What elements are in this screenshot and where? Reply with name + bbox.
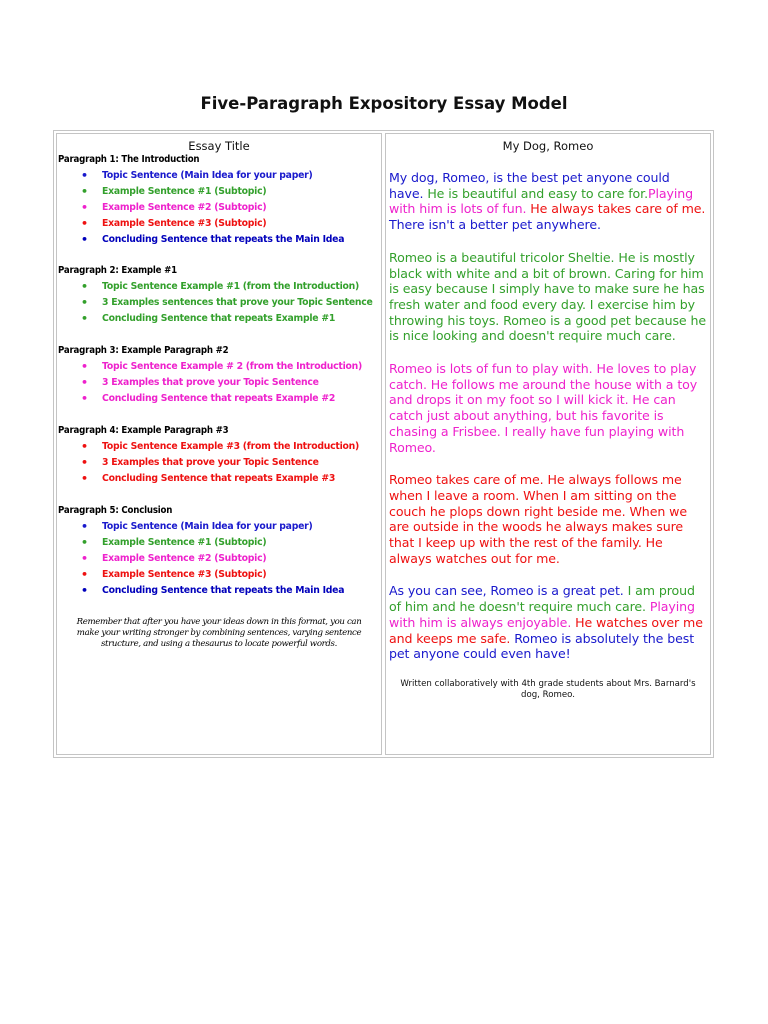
section-items bbox=[57, 169, 381, 246]
essay-sentence: I am proud of him and he doesn't require much care. bbox=[389, 583, 695, 615]
outline-item-text: Example Sentence #1 (Subtopic) bbox=[102, 537, 267, 548]
bullet-icon: • bbox=[81, 201, 88, 214]
essay-paragraph bbox=[386, 583, 710, 662]
outline-section bbox=[57, 425, 381, 485]
credit-line: Written collaboratively with 4th grade students about Mrs. Barnard's dog, Romeo. bbox=[400, 678, 696, 700]
outline-item-text: Concluding Sentence that repeats the Main Idea bbox=[102, 585, 345, 596]
section-title: Paragraph 5: Conclusion bbox=[58, 505, 173, 516]
outline-item-text: 3 Examples that prove your Topic Sentence bbox=[102, 377, 319, 388]
outline-item bbox=[57, 169, 381, 182]
outline-item bbox=[57, 536, 381, 549]
outline-item-text: 3 Examples that prove your Topic Sentence bbox=[102, 457, 319, 468]
outline-item-text: Topic Sentence Example # 2 (from the Introduction) bbox=[102, 361, 363, 372]
essay-sentence: Romeo is a beautiful tricolor Sheltie. He is mostly black with white and a bit of brown. Caring for him is easy because I simply have to make sure he has fresh water and food every day. I exercise him by throwing his toys. Romeo is a good pet because he is nice looking and doesn't require much care. bbox=[389, 249, 707, 344]
essay-sentence: He is beautiful and easy to care for. bbox=[427, 185, 648, 201]
essay-paragraph bbox=[386, 170, 710, 233]
outline-item-text: Example Sentence #3 (Subtopic) bbox=[102, 569, 267, 580]
outline-item bbox=[57, 552, 381, 565]
bullet-icon: • bbox=[81, 520, 88, 533]
outline-item bbox=[57, 472, 381, 485]
essay-sentence: Romeo is lots of fun to play with. He loves to play catch. He follows me around the house with a toy and drops it on my foot so I will kick it. He can catch just about anything, but his favorite is chasing a Frisbee. I really have fun playing with Romeo. bbox=[389, 361, 698, 455]
bullet-icon: • bbox=[81, 536, 88, 549]
essay-sentence: My dog, Romeo, is the best pet anyone could have. bbox=[389, 170, 670, 201]
page-title: Five-Paragraph Expository Essay Model bbox=[200, 94, 568, 113]
bullet-icon: • bbox=[81, 185, 88, 198]
bullet-icon: • bbox=[81, 456, 88, 469]
outline-item-text: 3 Examples sentences that prove your Topic Sentence bbox=[102, 297, 373, 308]
bullet-icon: • bbox=[81, 584, 88, 597]
essay-sentence: There isn't a better pet anywhere. bbox=[389, 217, 601, 233]
section-items bbox=[57, 520, 381, 597]
outline-item bbox=[57, 584, 381, 597]
outline-item-text: Concluding Sentence that repeats Example #2 bbox=[102, 393, 336, 404]
outline-item bbox=[57, 312, 381, 325]
outline-item-text: Example Sentence #1 (Subtopic) bbox=[102, 186, 267, 197]
outline-item bbox=[57, 296, 381, 309]
outline-item bbox=[57, 440, 381, 453]
section-items bbox=[57, 440, 381, 485]
bullet-icon: • bbox=[81, 296, 88, 309]
essay-sentence: As you can see, Romeo is a great pet. bbox=[389, 583, 628, 599]
essay-header: My Dog, Romeo bbox=[502, 139, 594, 153]
essay-sentence: He watches over me and keeps me safe. bbox=[389, 614, 703, 646]
essay-column bbox=[385, 133, 711, 755]
outline-item bbox=[57, 360, 381, 373]
essay-paragraphs bbox=[386, 170, 710, 662]
bullet-icon: • bbox=[81, 392, 88, 405]
bullet-icon: • bbox=[81, 360, 88, 373]
essay-sentence: He always takes care of me. bbox=[530, 201, 706, 217]
section-title: Paragraph 2: Example #1 bbox=[58, 265, 177, 276]
outline-column bbox=[56, 133, 382, 755]
outline-item-text: Concluding Sentence that repeats Example #3 bbox=[102, 473, 336, 484]
outline-item-text: Topic Sentence (Main Idea for your paper) bbox=[102, 521, 313, 532]
bullet-icon: • bbox=[81, 440, 88, 453]
outline-item bbox=[57, 280, 381, 293]
revision-note: Remember that after you have your ideas down in this format, you can make your writing stronger by combining sentences, varying sentence structure, and using a thesaurus to locate powerful words. bbox=[76, 617, 362, 649]
outline-item bbox=[57, 376, 381, 389]
outline-item-text: Topic Sentence Example #3 (from the Introduction) bbox=[102, 441, 360, 452]
section-title: Paragraph 1: The Introduction bbox=[58, 154, 200, 165]
essay-sentence: Romeo takes care of me. He always follows me when I leave a room. When I am sitting on the couch he plops down right beside me. When we are outside in the woods he always makes sure that I keep up with the rest of the family. He always watches out for me. bbox=[389, 472, 687, 566]
outline-item bbox=[57, 201, 381, 214]
bullet-icon: • bbox=[81, 217, 88, 230]
outline-sections bbox=[57, 154, 381, 597]
essay-sentence: Playing with him is lots of fun. bbox=[389, 185, 694, 217]
bullet-icon: • bbox=[81, 233, 88, 246]
outline-item-text: Topic Sentence (Main Idea for your paper) bbox=[102, 170, 313, 181]
outline-item-text: Concluding Sentence that repeats the Main Idea bbox=[102, 234, 345, 245]
outline-item-text: Topic Sentence Example #1 (from the Introduction) bbox=[102, 281, 360, 292]
outline-item-text: Concluding Sentence that repeats Example #1 bbox=[102, 313, 336, 324]
section-items bbox=[57, 280, 381, 325]
bullet-icon: • bbox=[81, 568, 88, 581]
essay-paragraph bbox=[386, 250, 710, 344]
bullet-icon: • bbox=[81, 169, 88, 182]
outline-section bbox=[57, 265, 381, 325]
outline-item bbox=[57, 568, 381, 581]
section-title: Paragraph 3: Example Paragraph #2 bbox=[58, 345, 229, 356]
bullet-icon: • bbox=[81, 552, 88, 565]
bullet-icon: • bbox=[81, 376, 88, 389]
outline-header: Essay Title bbox=[188, 139, 250, 153]
outline-item-text: Example Sentence #2 (Subtopic) bbox=[102, 202, 267, 213]
outline-section bbox=[57, 154, 381, 246]
outline-item bbox=[57, 217, 381, 230]
section-title: Paragraph 4: Example Paragraph #3 bbox=[58, 425, 229, 436]
outline-item bbox=[57, 456, 381, 469]
outline-section bbox=[57, 345, 381, 405]
essay-sentence: Romeo is absolutely the best pet anyone could even have! bbox=[389, 630, 695, 662]
section-items bbox=[57, 360, 381, 405]
bullet-icon: • bbox=[81, 280, 88, 293]
outline-item bbox=[57, 520, 381, 533]
essay-paragraph bbox=[386, 361, 710, 455]
bullet-icon: • bbox=[81, 312, 88, 325]
outline-item-text: Example Sentence #3 (Subtopic) bbox=[102, 218, 267, 229]
outline-item-text: Example Sentence #2 (Subtopic) bbox=[102, 553, 267, 564]
outline-item bbox=[57, 185, 381, 198]
bullet-icon: • bbox=[81, 472, 88, 485]
essay-paragraph bbox=[386, 472, 710, 566]
essay-sentence: Playing with him is always enjoyable. bbox=[389, 599, 695, 630]
outline-item bbox=[57, 233, 381, 246]
outline-section bbox=[57, 505, 381, 597]
outline-item bbox=[57, 392, 381, 405]
essay-table bbox=[53, 130, 714, 758]
